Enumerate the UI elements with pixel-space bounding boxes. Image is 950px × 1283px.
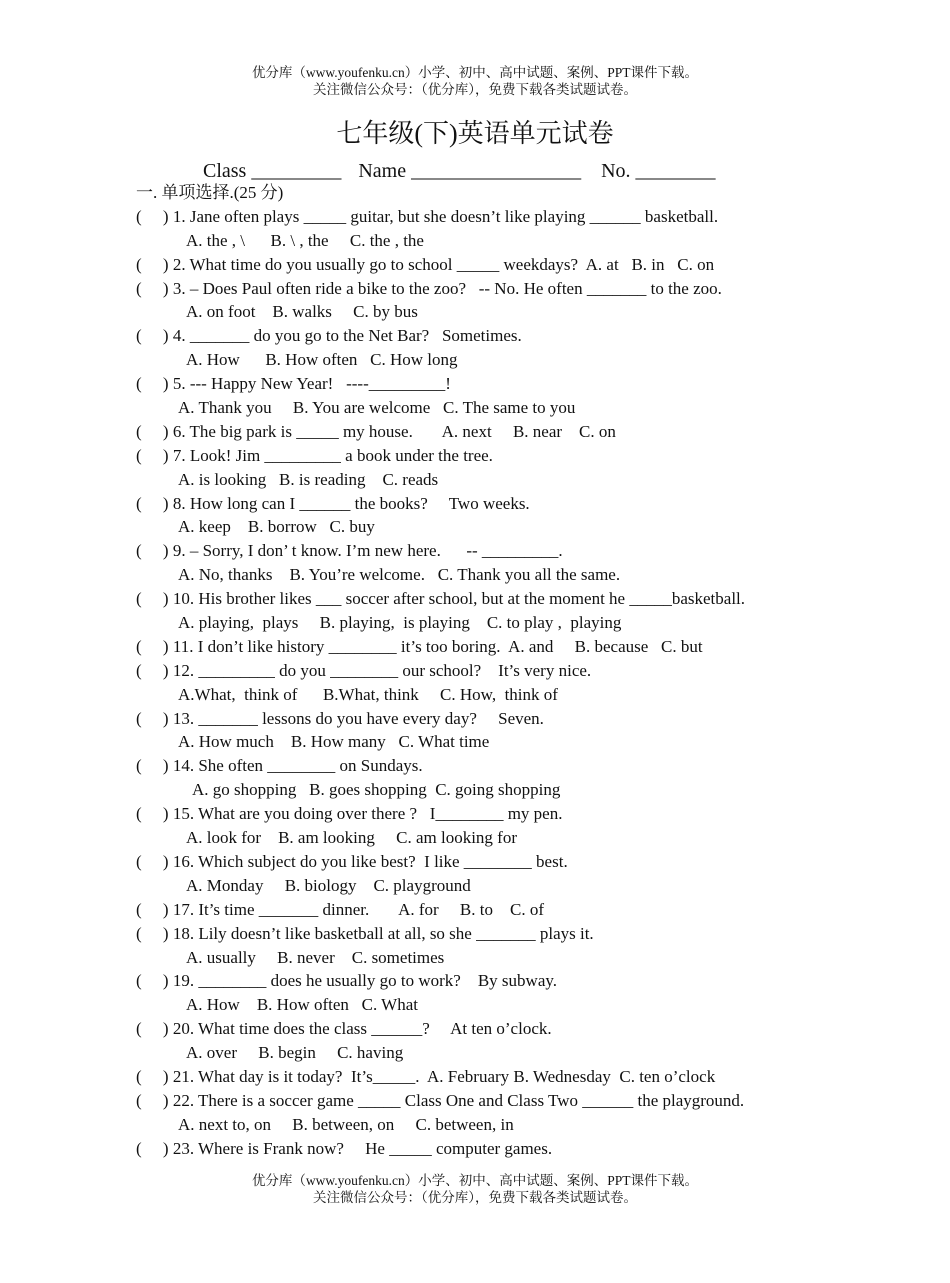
question-18-options: A. usually B. never C. sometimes [186,947,445,967]
question-13: ( ) 13. _______ lessons do you have every day? Seven. [136,708,544,728]
question-16-options: A. Monday B. biology C. playground [186,875,471,895]
question-16: ( ) 16. Which subject do you like best? I like ________ best. [136,851,568,871]
page-footer [0,1172,950,1206]
footer-line-1: 优分库（www.youfenku.cn）小学、初中、高中试题、案例、PPT课件下载。 [251,1173,699,1188]
number-field: No. ________ [601,160,716,182]
section-heading: 一. 单项选择.(25 分) [136,183,284,202]
question-12-options: A.What, think of B.What, think C. How, think of [178,684,558,704]
question-8: ( ) 8. How long can I ______ the books? Two weeks. [136,493,530,513]
page-header [0,64,950,98]
question-19: ( ) 19. ________ does he usually go to work? By subway. [136,971,558,991]
question-15-options: A. look for B. am looking C. am looking for [186,828,518,848]
question-1: ( ) 1. Jane often plays _____ guitar, but she doesn’t like playing ______ basketball. [136,206,719,226]
question-17: ( ) 17. It’s time _______ dinner. A. for B. to C. of [136,899,544,919]
question-12: ( ) 12. _________ do you ________ our school? It’s very nice. [136,660,592,680]
header-line-2: 关注微信公众号：（优分库），免费下载各类试题试卷。 [313,82,637,97]
name-field: Name _________________ [358,160,582,182]
question-2: ( ) 2. What time do you usually go to school _____ weekdays? A. at B. in C. on [136,254,715,274]
question-7: ( ) 7. Look! Jim _________ a book under the tree. [136,445,493,465]
question-5: ( ) 5. --- Happy New Year! ----_________! [136,374,451,394]
question-8-options: A. keep B. borrow C. buy [178,517,375,537]
question-20-options: A. over B. begin C. having [186,1043,404,1063]
question-19-options: A. How B. How often C. What [186,995,418,1015]
question-20: ( ) 20. What time does the class ______? At ten o’clock. [136,1019,552,1039]
question-14: ( ) 14. She often ________ on Sundays. [136,756,423,776]
question-22: ( ) 22. There is a soccer game _____ Class One and Class Two ______ the playground. [136,1090,745,1110]
question-18: ( ) 18. Lily doesn’t like basketball at all, so she _______ plays it. [136,923,594,943]
section-1-multiple-choice [136,181,926,1161]
page-title: 七年级(下)英语单元试卷 [336,119,614,148]
question-5-options: A. Thank you B. You are welcome C. The same to you [178,398,576,418]
question-1-options: A. the , \ B. \ , the C. the , the [186,230,424,250]
question-7-options: A. is looking B. is reading C. reads [178,469,439,489]
question-4-options: A. How B. How often C. How long [186,350,458,370]
question-22-options: A. next to, on B. between, on C. between, in [178,1114,514,1134]
question-13-options: A. How much B. How many C. What time [178,732,490,752]
question-11: ( ) 11. I don’t like history ________ it’s too boring. A. and B. because C. but [136,636,703,656]
question-15: ( ) 15. What are you doing over there ? I________ my pen. [136,804,563,824]
question-9: ( ) 9. – Sorry, I don’ t know. I’m new here. -- _________. [136,541,563,561]
class-field: Class _________ [203,160,342,182]
question-10: ( ) 10. His brother likes ___ soccer after school, but at the moment he _____basketball. [136,589,746,609]
question-6: ( ) 6. The big park is _____ my house. A. next B. near C. on [136,421,616,441]
question-4: ( ) 4. _______ do you go to the Net Bar? Sometimes. [136,326,522,346]
question-23: ( ) 23. Where is Frank now? He _____ computer games. [136,1138,553,1158]
question-10-options: A. playing, plays B. playing, is playing C. to play , playing [178,613,622,633]
question-21: ( ) 21. What day is it today? It’s_____. A. February B. Wednesday C. ten o’clock [136,1066,716,1086]
header-line-1: 优分库（www.youfenku.cn）小学、初中、高中试题、案例、PPT课件下载。 [251,65,699,80]
question-3-options: A. on foot B. walks C. by bus [186,302,418,322]
question-9-options: A. No, thanks B. You’re welcome. C. Thank you all the same. [178,565,621,585]
question-14-options: A. go shopping B. goes shopping C. going shopping [192,780,561,800]
question-3: ( ) 3. – Does Paul often ride a bike to the zoo? -- No. He often _______ to the zoo. [136,278,722,298]
footer-line-2: 关注微信公众号：（优分库），免费下载各类试题试卷。 [313,1190,637,1205]
